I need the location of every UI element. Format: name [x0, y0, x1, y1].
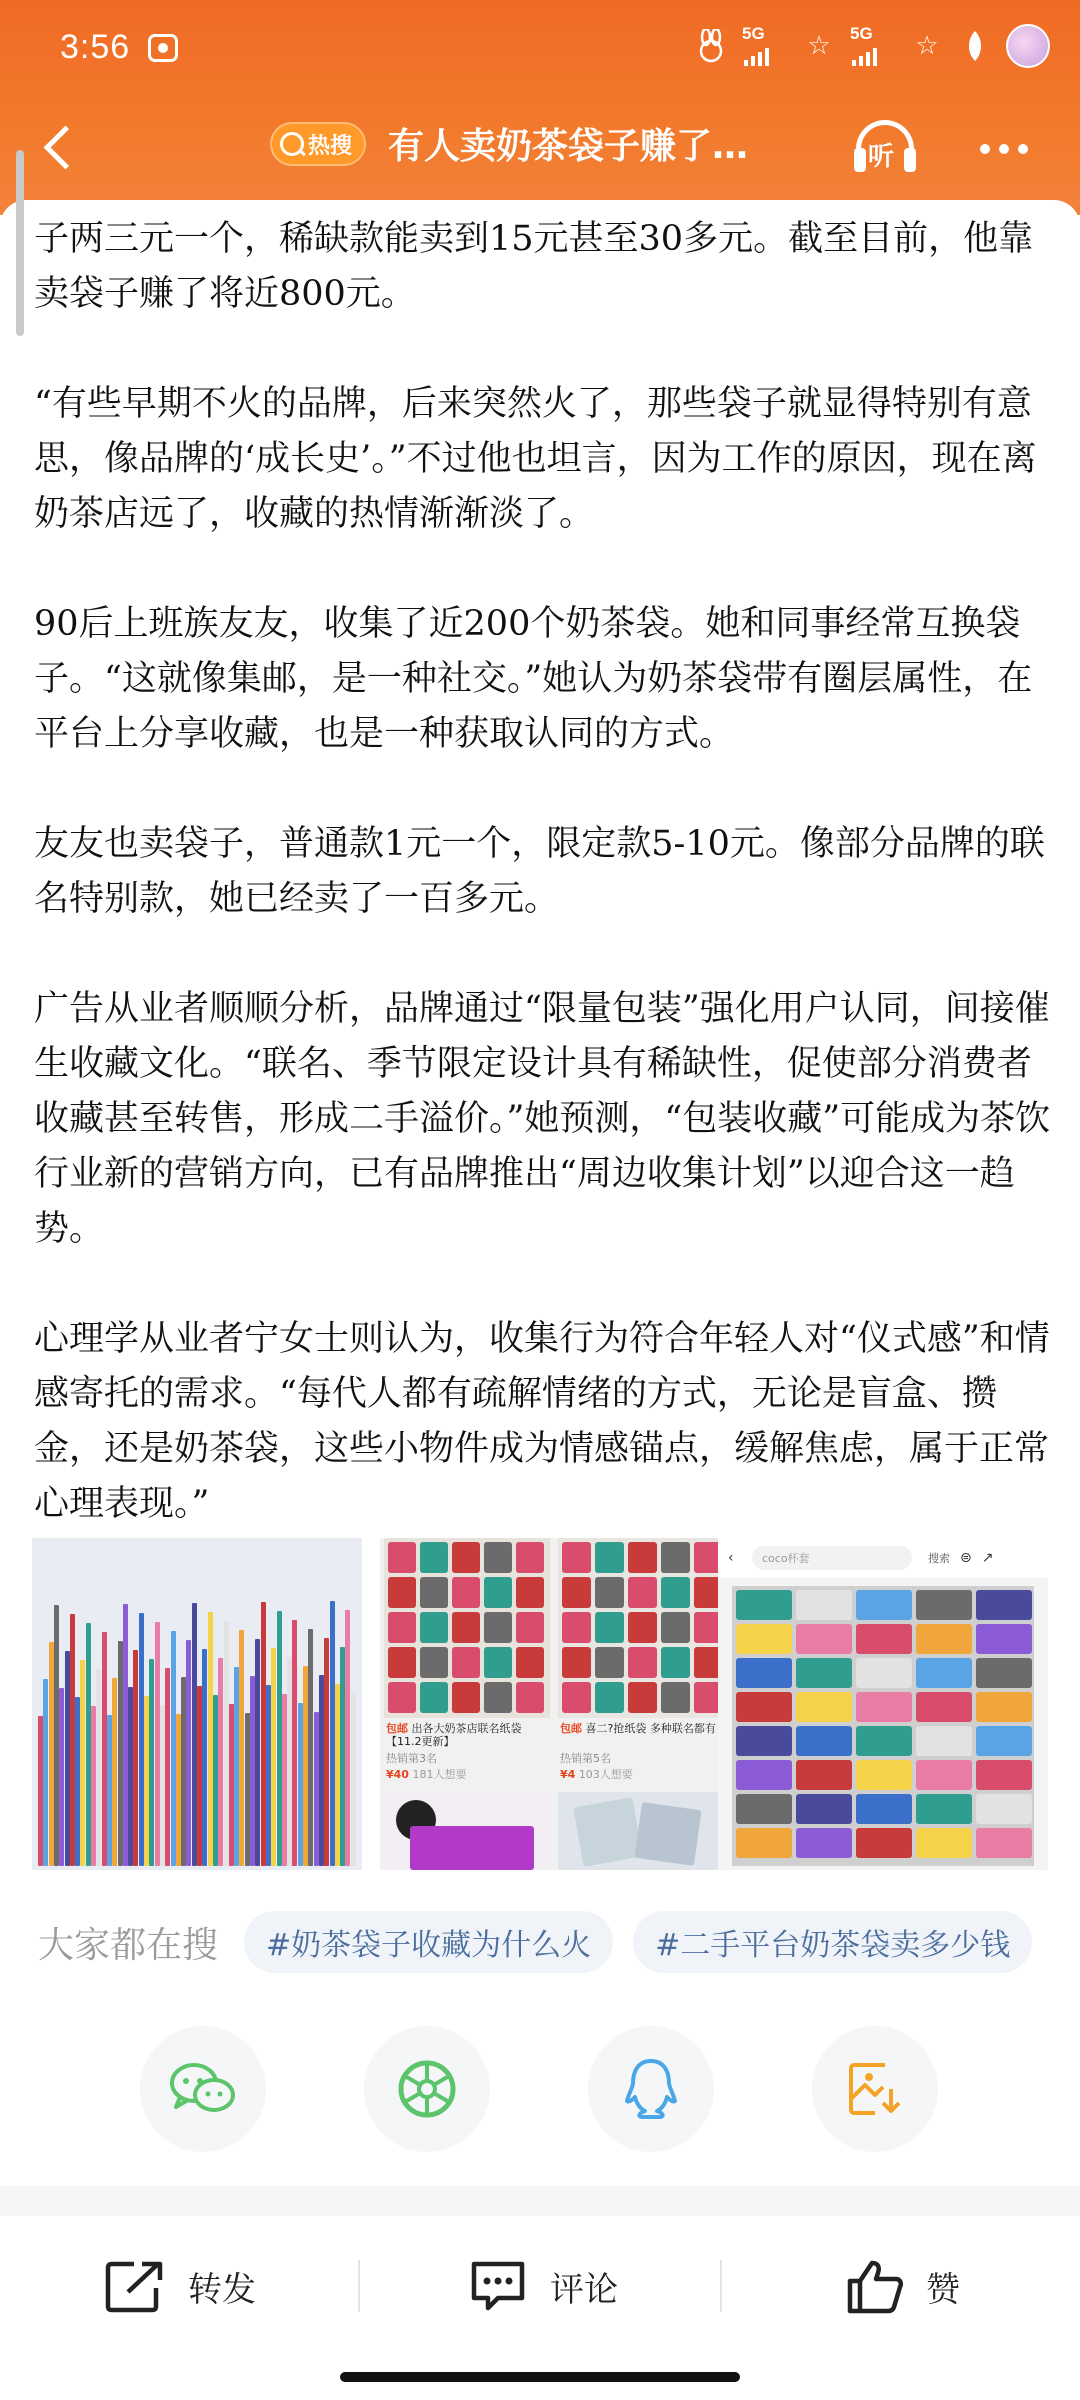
cup-sleeve [916, 1692, 972, 1722]
bag-thumbnail [484, 1647, 512, 1678]
bag-edge [96, 1669, 101, 1866]
cup-sleeve [916, 1760, 972, 1790]
wechat-icon [168, 2059, 238, 2119]
bag-edge [118, 1641, 123, 1866]
bag-thumbnail [452, 1612, 480, 1643]
cup-sleeve [736, 1590, 792, 1620]
share-moments-button[interactable] [364, 2026, 490, 2152]
bag-edge [202, 1649, 207, 1866]
cup-sleeve [856, 1624, 912, 1654]
bag-edge [160, 1705, 165, 1866]
article-images [32, 1538, 1048, 1870]
cup-sleeve [916, 1624, 972, 1654]
trending-search-row [38, 1910, 1052, 1974]
headphones-icon: 听 [868, 142, 895, 172]
article-paragraph: 子两三元一个，稀缺款能卖到15元甚至30多元。截至目前，他靠卖袋子赚了将近800元。 [34, 219, 1034, 314]
bag-thumbnail [562, 1647, 591, 1678]
bag-edge [38, 1716, 43, 1866]
article-paragraph: 90后上班族友友，收集了近200个奶茶袋。她和同事经常互换袋子。“这就像集邮，是一种社交。”她认为奶茶袋带有圈层属性，在平台上分享收藏，也是一种获取认同的方式。 [34, 604, 1033, 754]
bag-thumbnail [420, 1647, 448, 1678]
save-image-icon [845, 2059, 905, 2119]
star-icon-2: ☆ [915, 31, 939, 61]
bag-edge [335, 1684, 340, 1866]
bag-edge [282, 1694, 287, 1866]
bag-thumbnail [516, 1577, 544, 1608]
bag-thumbnail [661, 1612, 690, 1643]
hot-search-badge[interactable] [270, 122, 366, 166]
rabbit-icon [694, 29, 728, 63]
bag-edge [112, 1678, 117, 1866]
cup-sleeve [736, 1794, 792, 1824]
bag-edge [345, 1610, 350, 1866]
bag-thumbnail [661, 1647, 690, 1678]
cup-sleeve [736, 1658, 792, 1688]
share-qq-button[interactable] [588, 2026, 714, 2152]
bag-edge [314, 1712, 319, 1866]
bag-edge [324, 1638, 329, 1866]
bag-edge [287, 1657, 292, 1866]
article-image-bag-rack[interactable] [32, 1538, 362, 1870]
bag-edge [171, 1631, 176, 1866]
bag-thumbnail [661, 1577, 690, 1608]
bottom-action-bar [0, 2216, 1080, 2356]
bag-thumbnail [595, 1612, 624, 1643]
bag-edge [176, 1714, 181, 1866]
bag-edge [308, 1629, 313, 1866]
listing-photo [384, 1538, 550, 1718]
bag-thumbnail [516, 1647, 544, 1678]
marketplace-grid [380, 1538, 732, 1870]
bag-thumbnail [661, 1682, 690, 1713]
bag-thumbnail [562, 1612, 591, 1643]
cup-sleeve [976, 1828, 1032, 1858]
bag-thumbnail [452, 1577, 480, 1608]
page-title: 有人卖奶茶袋子赚了… [388, 126, 749, 167]
cup-sleeve [796, 1726, 852, 1756]
bag-thumbnail [388, 1612, 416, 1643]
cup-sleeve [796, 1760, 852, 1790]
cup-sleeve [976, 1658, 1032, 1688]
bag-edge [70, 1614, 75, 1866]
bag-edge [224, 1621, 229, 1866]
listing-photo [558, 1792, 726, 1870]
like-button[interactable] [846, 2216, 960, 2356]
listing-price: ¥4 103人想要 [560, 1768, 633, 1781]
bag-edge [43, 1679, 48, 1866]
share-row [140, 2026, 940, 2152]
share-wechat-button[interactable] [140, 2026, 266, 2152]
cup-sleeve [736, 1692, 792, 1722]
bag-thumbnail [388, 1577, 416, 1608]
listing-photo [384, 1792, 550, 1870]
bag-thumbnail [661, 1542, 690, 1573]
bag-thumbnail [420, 1682, 448, 1713]
battery-avatar-icon [1006, 24, 1050, 68]
bag-thumbnail [628, 1577, 657, 1608]
cup-sleeve [796, 1624, 852, 1654]
cup-sleeve [916, 1590, 972, 1620]
bag-edge [149, 1659, 154, 1866]
bag-rack-illustration [38, 1590, 356, 1866]
article-paragraph: “有些早期不火的品牌，后来突然火了，那些袋子就显得特别有意思，像品牌的‘成长史’。”不过他也坦言，因为工作的原因，现在离奶茶店远了，收藏的热情渐渐淡了。 [34, 384, 1037, 534]
header [0, 0, 1080, 215]
bag-edge [234, 1667, 239, 1866]
bag-thumbnail [595, 1682, 624, 1713]
mini-search-bar [718, 1538, 1048, 1578]
bag-edge [340, 1647, 345, 1866]
repost-button[interactable] [104, 2216, 256, 2356]
comment-button[interactable] [468, 2216, 618, 2356]
bag-thumbnail [516, 1612, 544, 1643]
article-paragraph: 心理学从业者宁女士则认为，收集行为符合年轻人对“仪式感”和情感寄托的需求。“每代人都有疏解情绪的方式，无论是盲盒、攒金，还是奶茶袋，这些小物件成为情感锚点，缓解焦虑，属于正常心理表现。” [34, 1319, 1050, 1524]
bag-edge [245, 1713, 250, 1866]
cup-sleeve [796, 1692, 852, 1722]
bag-edge [91, 1706, 96, 1866]
bag-edge [319, 1675, 324, 1866]
bag-edge [303, 1666, 308, 1866]
cup-sleeve [856, 1658, 912, 1688]
listing-price: ¥40 181人想要 [386, 1768, 467, 1781]
more-options-button[interactable] [980, 144, 1028, 154]
cup-sleeve [796, 1590, 852, 1620]
bag-edge [271, 1648, 276, 1866]
search-icon [280, 132, 304, 156]
bag-edge [266, 1685, 271, 1866]
home-indicator[interactable] [340, 2372, 740, 2382]
star-icon: ☆ [807, 31, 831, 61]
bag-edge [181, 1677, 186, 1866]
cup-sleeve [856, 1760, 912, 1790]
nav-bar [0, 100, 1080, 200]
listing-caption: 包邮 喜二?抢纸袋 多种联名都有 [560, 1722, 716, 1735]
cup-sleeve [916, 1658, 972, 1688]
bag-thumbnail [484, 1612, 512, 1643]
cup-sleeve [976, 1760, 1032, 1790]
bag-thumbnail [628, 1542, 657, 1573]
share-icon: ↗ [981, 1550, 994, 1566]
mini-search-button: 搜索 [928, 1552, 950, 1565]
article-body [34, 212, 1054, 1532]
bag-edge [208, 1612, 213, 1866]
bag-thumbnail [420, 1612, 448, 1643]
scan-icon: ⊜ [960, 1550, 972, 1566]
bag-thumbnail [628, 1612, 657, 1643]
bag-thumbnail [484, 1682, 512, 1713]
cup-sleeve [976, 1726, 1032, 1756]
cup-sleeve-collage [732, 1586, 1034, 1866]
cup-sleeve [796, 1658, 852, 1688]
trending-search-label: 大家都在搜 [38, 1924, 219, 1966]
bag-thumbnail [388, 1647, 416, 1678]
repost-icon [104, 2258, 166, 2314]
bag-thumbnail [595, 1577, 624, 1608]
cup-sleeve [856, 1590, 912, 1620]
listing-meta: 热销第5名 [560, 1752, 611, 1765]
status-time: 3:56 [60, 28, 131, 66]
action-divider [358, 2260, 360, 2312]
bag-edge [155, 1622, 160, 1866]
cup-sleeve [916, 1794, 972, 1824]
bag-edge [80, 1660, 85, 1866]
bag-thumbnail [562, 1682, 591, 1713]
bag-edge [351, 1693, 356, 1866]
article-image-cup-sleeves[interactable] [718, 1538, 1048, 1870]
bag-edge [213, 1695, 218, 1866]
cup-sleeve [916, 1828, 972, 1858]
bag-edge [102, 1632, 107, 1866]
bag-thumbnail [628, 1682, 657, 1713]
hot-search-label: 热搜 [308, 133, 353, 159]
scrollbar[interactable] [16, 150, 24, 336]
like-label: 赞 [926, 2269, 960, 2310]
cup-sleeve [976, 1794, 1032, 1824]
thumbs-up-icon [846, 2257, 904, 2315]
cup-sleeve [736, 1828, 792, 1858]
bag-thumbnail [388, 1682, 416, 1713]
bag-edge [75, 1697, 80, 1866]
cup-sleeve [796, 1828, 852, 1858]
cup-sleeve [976, 1692, 1032, 1722]
bag-edge [133, 1650, 138, 1866]
bag-thumbnail [420, 1542, 448, 1573]
cup-sleeve [736, 1624, 792, 1654]
action-divider [720, 2260, 722, 2312]
feather-icon [958, 29, 992, 63]
bag-edge [123, 1604, 128, 1866]
bag-edge [59, 1688, 64, 1866]
cup-sleeve [976, 1624, 1032, 1654]
repost-label: 转发 [188, 2269, 256, 2310]
save-image-button[interactable] [812, 2026, 938, 2152]
bag-thumbnail [452, 1647, 480, 1678]
bag-edge [144, 1696, 149, 1866]
bag-edge [54, 1605, 59, 1866]
bag-edge [218, 1658, 223, 1866]
cup-sleeve [736, 1726, 792, 1756]
signal-5g-icon: 5G [742, 24, 788, 68]
bag-edge [292, 1620, 297, 1866]
bag-edge [277, 1611, 282, 1866]
mini-search-input: coco杯套 [752, 1546, 912, 1570]
qq-icon [623, 2057, 679, 2121]
bag-edge [330, 1601, 335, 1866]
bag-thumbnail [516, 1682, 544, 1713]
bag-edge [197, 1686, 202, 1866]
bag-thumbnail [452, 1682, 480, 1713]
cup-sleeve [856, 1692, 912, 1722]
bag-edge [298, 1703, 303, 1866]
search-chip[interactable]: #二手平台奶茶袋卖多少钱 [633, 1911, 1032, 1973]
bag-edge [192, 1603, 197, 1866]
app-notification-icon [148, 34, 178, 62]
listing-photo [558, 1538, 726, 1718]
comment-label: 评论 [550, 2269, 618, 2310]
bag-edge [49, 1642, 54, 1866]
listing-caption: 包邮 出各大奶茶店联名纸袋【11.2更新】 [386, 1722, 522, 1748]
bag-thumbnail [628, 1647, 657, 1678]
bag-edge [261, 1602, 266, 1866]
bag-thumbnail [452, 1542, 480, 1573]
bag-edge [229, 1704, 234, 1866]
bag-thumbnail [562, 1542, 591, 1573]
bag-edge [128, 1687, 133, 1866]
search-chip[interactable]: #奶茶袋子收藏为什么火 [244, 1911, 613, 1973]
status-icons [694, 24, 1050, 68]
article-paragraph: 广告从业者顺顺分析，品牌通过“限量包装”强化用户认同，间接催生收藏文化。“联名、季节限定设计具有稀缺性，促使部分消费者收藏甚至转售，形成二手溢价。”她预测，“包装收藏”可能成为茶饮行业新的营销方向，已有品牌推出“周边收集计划”以迎合这一趋势。 [34, 989, 1051, 1249]
status-bar [0, 0, 1080, 100]
bag-edge [250, 1676, 255, 1866]
cup-sleeve [856, 1828, 912, 1858]
section-divider [0, 2186, 1080, 2216]
bag-edge [165, 1668, 170, 1866]
bag-edge [107, 1715, 112, 1866]
cup-sleeve [796, 1794, 852, 1824]
bag-edge [139, 1613, 144, 1866]
bag-thumbnail [484, 1577, 512, 1608]
bag-thumbnail [484, 1542, 512, 1573]
back-icon: ‹ [728, 1550, 734, 1566]
bag-thumbnail [516, 1542, 544, 1573]
article-paragraph: 友友也卖袋子，普通款1元一个，限定款5-10元。像部分品牌的联名特别款，她已经卖了一百多元。 [34, 824, 1045, 919]
bag-edge [255, 1639, 260, 1866]
listing-meta: 热销第3名 [386, 1752, 437, 1765]
bag-edge [86, 1623, 91, 1866]
bag-thumbnail [595, 1542, 624, 1573]
bag-thumbnail [562, 1577, 591, 1608]
bag-edge [239, 1630, 244, 1866]
cup-sleeve [976, 1590, 1032, 1620]
bag-thumbnail [595, 1647, 624, 1678]
cup-sleeve [916, 1726, 972, 1756]
listen-button[interactable] [854, 120, 916, 176]
back-button[interactable] [36, 124, 86, 174]
cup-sleeve [856, 1794, 912, 1824]
signal-5g-icon-2: 5G [850, 24, 896, 68]
comment-icon [468, 2258, 528, 2314]
bag-edge [186, 1640, 191, 1866]
bag-thumbnail [420, 1577, 448, 1608]
moments-icon [395, 2057, 459, 2121]
bag-thumbnail [388, 1542, 416, 1573]
cup-sleeve [736, 1760, 792, 1790]
bag-edge [65, 1651, 70, 1866]
cup-sleeve [856, 1726, 912, 1756]
article-image-marketplace[interactable] [380, 1538, 732, 1870]
